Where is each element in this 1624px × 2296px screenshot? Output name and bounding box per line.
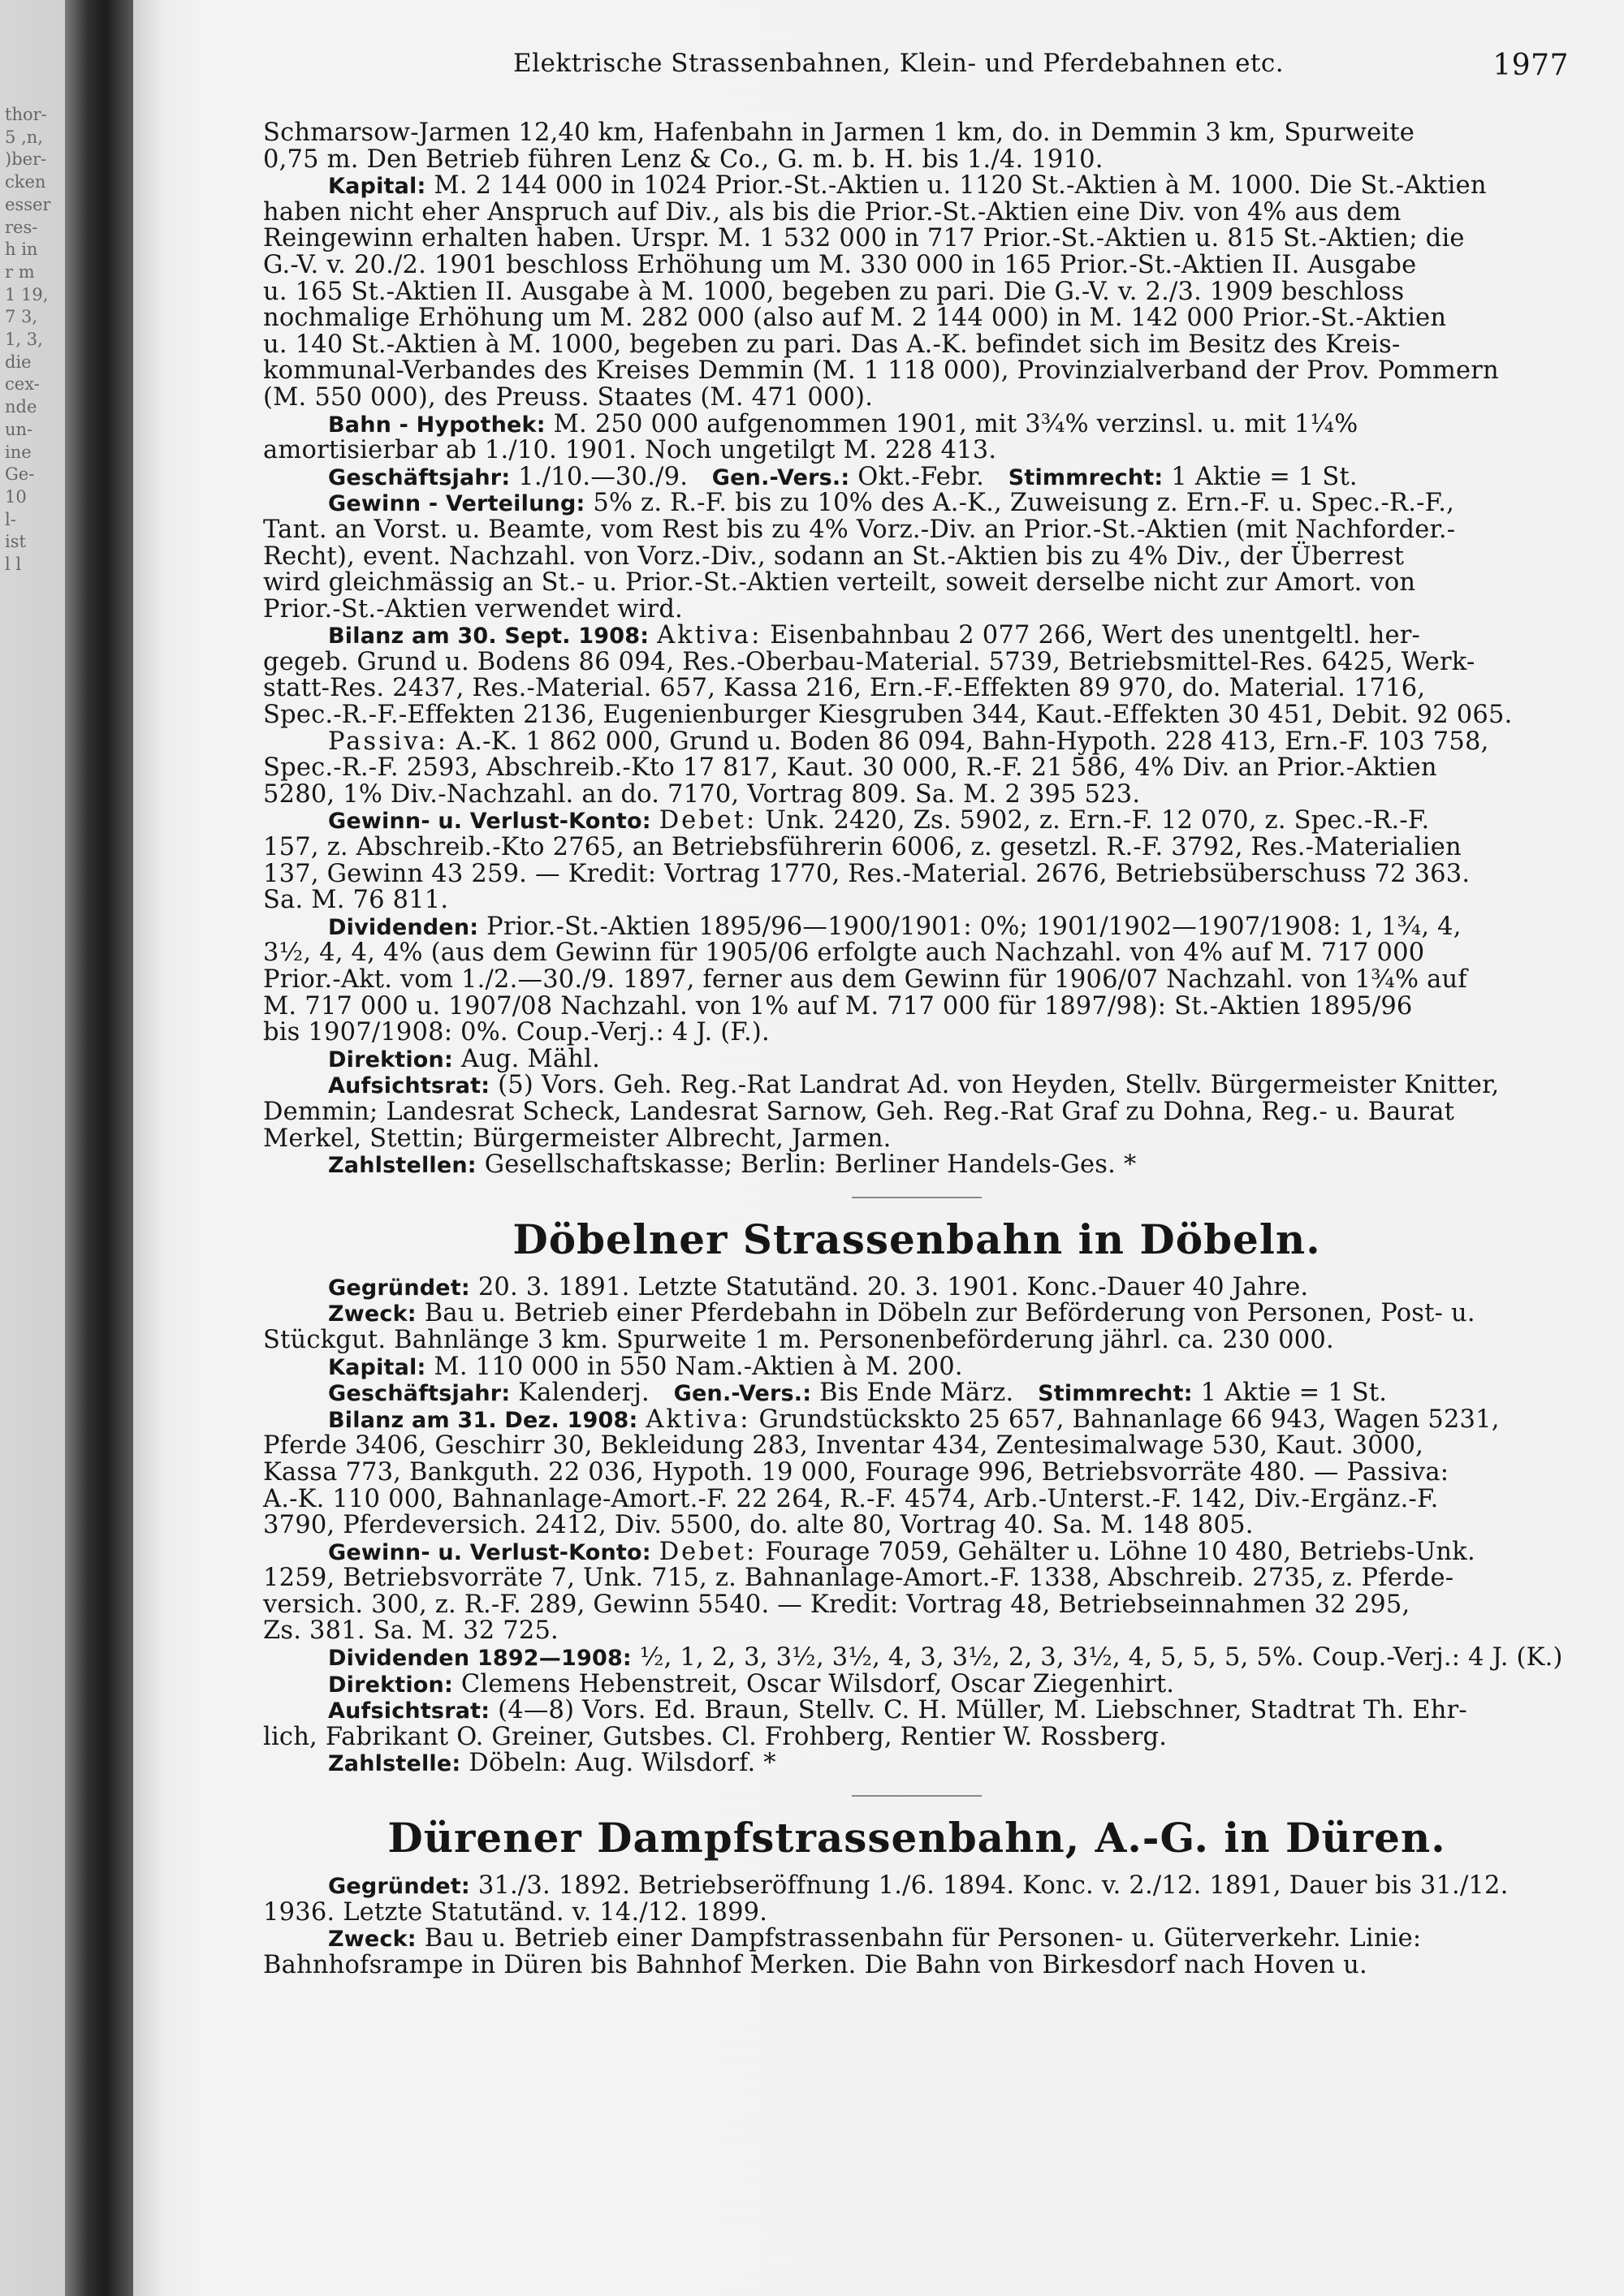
text-line: versich. 300, z. R.-F. 289, Gewinn 5540. — Kredit: Vortrag 48, Betriebseinnahmen 32 295, — [263, 1590, 1410, 1619]
field-label: Gegründet: — [328, 1874, 470, 1900]
field-value: Prior.-St.-Aktien 1895/96—1900/1901: 0%; 1901/1902—1907/1908: 1, 1¾, 4, — [486, 912, 1462, 941]
page-body — [263, 120, 1570, 1979]
field-value: M. 110 000 in 550 Nam.-Aktien à M. 200. — [434, 1352, 963, 1381]
aktiva-word: Aktiva: — [646, 1405, 751, 1434]
zahlstellen-entry — [263, 1152, 1570, 1179]
text-line: M. 717 000 u. 1907/08 Nachzahl. von 1% auf M. 717 000 für 1897/98): St.-Aktien 1895/96 — [263, 991, 1413, 1021]
field-value: Clemens Hebenstreit, Oscar Wilsdorf, Oscar Ziegenhirt. — [460, 1669, 1175, 1698]
text-line: Pferde 3406, Geschirr 30, Bekleidung 283, Inventar 434, Zentesimalwage 530, Kaut. 3000, — [263, 1431, 1423, 1461]
kapital-entry — [263, 1354, 1570, 1381]
text-line: statt-Res. 2437, Res.-Material. 657, Kassa 216, Ern.-F.-Effekten 89 970, do. Material. 1716, — [263, 674, 1426, 703]
debet-word: Debet: — [659, 1537, 758, 1566]
field-label: Dividenden: — [328, 914, 479, 940]
zweck-entry — [263, 1301, 1570, 1327]
field-value: Fourage 7059, Gehälter u. Löhne 10 480, Betriebs-Unk. — [765, 1537, 1475, 1566]
text-line: Tant. an Vorst. u. Beamte, vom Rest bis zu 4% Vorz.-Div. an Prior.-St.-Aktien (mit Nachforder.- — [263, 515, 1456, 544]
field-label: Gewinn - Verteilung: — [328, 491, 585, 517]
running-head-title: Elektrische Strassenbahnen, Klein- und Pferdebahnen etc. — [513, 49, 1285, 78]
text-line: Spec.-R.-F. 2593, Abschreib.-Kto 17 817, Kaut. 30 000, R.-F. 21 586, 4% Div. an Prior.-Aktien — [263, 753, 1437, 783]
zweck-entry — [263, 1926, 1570, 1953]
field-value: 31./3. 1892. Betriebseröffnung 1./6. 1894. Konc. v. 2./12. 1891, Dauer bis 31./12. — [477, 1871, 1509, 1901]
company-entry-doebeln — [263, 1213, 1570, 1777]
company-title: Döbelner Strassenbahn in Döbeln. — [512, 1215, 1321, 1263]
gewinn-verlust-entry — [263, 1539, 1570, 1566]
text-line: u. 165 St.-Aktien II. Ausgabe à M. 1000, begeben zu pari. Die G.-V. v. 2./3. 1909 beschloss — [263, 277, 1405, 306]
text-line: Zs. 381. Sa. M. 32 725. — [263, 1616, 559, 1646]
text-line: 0,75 m. Den Betrieb führen Lenz & Co., G. m. b. H. bis 1./4. 1910. — [263, 145, 1104, 174]
section-continued-entry — [263, 120, 1570, 1179]
field-value: (5) Vors. Geh. Reg.-Rat Landrat Ad. von Heyden, Stellv. Bürgermeister Knitter, — [498, 1071, 1500, 1100]
text-line: nochmalige Erhöhung um M. 282 000 (also auf M. 2 144 000) in M. 142 000 Prior.-St.-Aktien — [263, 304, 1447, 333]
dividenden-entry — [263, 1645, 1570, 1672]
kapital-entry — [263, 173, 1570, 200]
text-line: (M. 550 000), des Preuss. Staates (M. 471 000). — [263, 382, 874, 412]
text-line: haben nicht eher Anspruch auf Div., als bis die Prior.-St.-Aktien eine Div. von 4% aus dem — [263, 197, 1402, 227]
text-line: gegeb. Grund u. Bodens 86 094, Res.-Oberbau-Material. 5739, Betriebsmittel-Res. 6425, Werk- — [263, 647, 1475, 676]
text-line: 1936. Letzte Statutänd. v. 14./12. 1899. — [263, 1897, 768, 1927]
field-label: Geschäftsjahr: — [328, 464, 511, 490]
field-label: Dividenden 1892—1908: — [328, 1646, 632, 1672]
field-value: Bau u. Betrieb einer Pferdebahn in Döbeln zur Beförderung von Personen, Post- u. — [424, 1299, 1475, 1328]
book-page — [133, 0, 1624, 2296]
field-label: Geschäftsjahr: — [328, 1381, 511, 1407]
gegruendet-entry — [263, 1272, 1570, 1301]
text-line: Recht), event. Nachzahl. von Vorz.-Div., sodann an St.-Aktien bis zu 4% Div., der Überrest — [263, 542, 1405, 571]
page-number: 1977 — [1492, 49, 1569, 82]
field-value: Aug. Mähl. — [460, 1044, 600, 1073]
field-label: Stimmrecht: — [1038, 1381, 1193, 1407]
passiva-word: Passiva: — [328, 727, 449, 756]
field-label: Zweck: — [328, 1301, 417, 1327]
facing-page-fragments: thor- 5 ‚n, )ber- cken esser res- h in r m 1 19, 7 3, 1, 3, die cex- nde un- ine Ge- 10 l- ist l l — [5, 105, 51, 575]
section-divider — [852, 1197, 982, 1198]
debet-word: Debet: — [659, 806, 758, 835]
text-line: G.-V. v. 20./2. 1901 beschloss Erhöhung um M. 330 000 in 165 Prior.-St.-Aktien II. Ausgabe — [263, 250, 1417, 279]
field-value: (4—8) Vors. Ed. Braun, Stellv. C. H. Müller, M. Liebschner, Stadtrat Th. Ehr- — [498, 1696, 1467, 1725]
field-value: Unk. 2420, Zs. 5902, z. Ern.-F. 12 070, z. Spec.-R.-F. — [765, 806, 1430, 835]
zahlstelle-entry — [263, 1750, 1570, 1777]
text-line: Prior.-St.-Aktien verwendet wird. — [263, 594, 683, 624]
field-value: 1 Aktie = 1 St. — [1171, 462, 1358, 491]
text-line: 1259, Betriebsvorräte 7, Unk. 715, z. Bahnanlage-Amort.-F. 1338, Abschreib. 2735, z. Pferde- — [263, 1564, 1454, 1593]
geschaeftsjahr-entry — [263, 1380, 1570, 1407]
field-label: Zweck: — [328, 1927, 417, 1953]
hypothek-entry — [263, 409, 1570, 438]
text-line: Kassa 773, Bankguth. 22 036, Hypoth. 19 000, Fourage 996, Betriebsvorräte 480. — Passiva: — [263, 1457, 1449, 1487]
bilanz-entry — [263, 1407, 1570, 1434]
direktion-entry — [263, 1669, 1570, 1698]
field-label: Bilanz am 30. Sept. 1908: — [328, 624, 650, 650]
field-label: Kapital: — [328, 1354, 426, 1380]
dividenden-entry — [263, 914, 1570, 941]
field-label: Kapital: — [328, 174, 426, 200]
text-line: A.-K. 110 000, Bahnanlage-Amort.-F. 22 264, R.-F. 4574, Arb.-Unterst.-F. 142, Div.-Ergänz.-F. — [263, 1484, 1439, 1513]
text-line: 5280, 1% Div.-Nachzahl. an do. 7170, Vortrag 809. Sa. M. 2 395 523. — [263, 779, 1141, 809]
text-line: Bahnhofsrampe in Düren bis Bahnhof Merken. Die Bahn von Birkesdorf nach Hoven u. — [263, 1950, 1367, 1979]
text-line: Reingewinn erhalten haben. Urspr. M. 1 532 000 in 717 Prior.-St.-Aktien u. 815 St.-Aktien; die — [263, 224, 1465, 253]
field-label: Gen.-Vers.: — [711, 464, 850, 490]
field-label: Bilanz am 31. Dez. 1908: — [328, 1407, 638, 1433]
field-value: Döbeln: Aug. Wilsdorf. * — [469, 1749, 776, 1778]
field-value: Okt.-Febr. — [857, 462, 985, 491]
field-label: Zahlstellen: — [328, 1153, 477, 1179]
text-line: Demmin; Landesrat Scheck, Landesrat Sarnow, Geh. Reg.-Rat Graf zu Dohna, Reg.- u. Baurat — [263, 1097, 1455, 1126]
text-line: u. 140 St.-Aktien à M. 1000, begeben zu pari. Das A.-K. befindet sich im Besitz des Kreis- — [263, 330, 1401, 359]
gewinn-verteilung-entry — [263, 490, 1570, 517]
company-title: Dürener Dampfstrassenbahn, A.-G. in Düren. — [387, 1814, 1446, 1862]
field-label: Stimmrecht: — [1008, 464, 1164, 490]
field-value: A.-K. 1 862 000, Grund u. Boden 86 094, Bahn-Hypoth. 228 413, Ern.-F. 103 758, — [456, 727, 1489, 756]
gegruendet-entry — [263, 1873, 1570, 1900]
text-line: 3½, 4, 4, 4% (aus dem Gewinn für 1905/06 erfolgte auch Nachzahl. von 4% auf M. 717 000 — [263, 939, 1425, 968]
aufsichtsrat-entry — [263, 1698, 1570, 1724]
direktion-entry — [263, 1044, 1570, 1073]
field-label: Aufsichtsrat: — [328, 1073, 490, 1099]
passiva-entry — [263, 729, 1570, 756]
field-label: Bahn - Hypothek: — [328, 412, 546, 438]
bilanz-entry — [263, 623, 1570, 650]
field-label: Direktion: — [328, 1047, 453, 1072]
text-line: bis 1907/1908: 0%. Coup.-Verj.: 4 J. (F.). — [263, 1018, 770, 1047]
text-line: 157, z. Abschreib.-Kto 2765, an Betriebsführerin 6006, z. gesetzl. R.-F. 3792, Res.-Materialien — [263, 833, 1462, 862]
text-line: Spec.-R.-F.-Effekten 2136, Eugenienburger Kiesgruben 344, Kaut.-Effekten 30 451, Debit. 92 065. — [263, 701, 1513, 730]
field-value: 1./10.—30./9. — [518, 462, 689, 491]
company-entry-dueren — [263, 1811, 1570, 1979]
field-label: Gen.-Vers.: — [673, 1381, 812, 1407]
field-value: Kalenderj. — [518, 1379, 650, 1408]
gewinn-verlust-entry — [263, 808, 1570, 835]
text-line: amortisierbar ab 1./10. 1901. Noch ungetilgt M. 228 413. — [263, 436, 997, 465]
text-line: kommunal-Verbandes des Kreises Demmin (M. 1 118 000), Provinzialverband der Prov. Pommern — [263, 356, 1499, 386]
text-line: Sa. M. 76 811. — [263, 886, 449, 915]
aktiva-word: Aktiva: — [657, 621, 762, 650]
text-line: 3790, Pferdeversich. 2412, Div. 5500, do. alte 80, Vortrag 40. Sa. M. 148 805. — [263, 1511, 1254, 1540]
text-line: 137, Gewinn 43 259. — Kredit: Vortrag 1770, Res.-Material. 2676, Betriebsüberschuss 72 363. — [263, 859, 1471, 888]
field-value: M. 250 000 aufgenommen 1901, mit 3¾% verzinsl. u. mit 1¼% — [553, 409, 1358, 438]
field-value: Bis Ende März. — [819, 1379, 1014, 1408]
field-label: Zahlstelle: — [328, 1751, 461, 1777]
geschaeftsjahr-entry — [263, 464, 1570, 491]
field-value: Bau u. Betrieb einer Dampfstrassenbahn für Personen- u. Güterverkehr. Linie: — [424, 1924, 1422, 1953]
text-line: Merkel, Stettin; Bürgermeister Albrecht, Jarmen. — [263, 1124, 892, 1153]
field-value: Eisenbahnbau 2 077 266, Wert des unentgeltl. her- — [770, 621, 1420, 650]
field-value: Grundstückskto 25 657, Bahnanlage 66 943, Wagen 5231, — [758, 1405, 1500, 1434]
field-label: Aufsichtsrat: — [328, 1698, 490, 1724]
text-line: Schmarsow-Jarmen 12,40 km, Hafenbahn in Jarmen 1 km, do. in Demmin 3 km, Spurweite — [263, 119, 1415, 147]
aufsichtsrat-entry — [263, 1072, 1570, 1099]
field-value: 1 Aktie = 1 St. — [1200, 1379, 1388, 1408]
field-label: Gewinn- u. Verlust-Konto: — [328, 809, 651, 835]
field-label: Direktion: — [328, 1672, 453, 1698]
field-value: Gesellschaftskasse; Berlin: Berliner Handels-Ges. * — [484, 1150, 1137, 1180]
field-value: 5% z. R.-F. bis zu 10% des A.-K., Zuweisung z. Ern.-F. u. Spec.-R.-F., — [593, 489, 1455, 518]
text-line: Prior.-Akt. vom 1./2.—30./9. 1897, ferner aus dem Gewinn für 1906/07 Nachzahl. von 1¾% auf — [263, 965, 1467, 994]
field-label: Gewinn- u. Verlust-Konto: — [328, 1539, 651, 1565]
text-line: Stückgut. Bahnlänge 3 km. Spurweite 1 m. Personenbeförderung jährl. ca. 230 000. — [263, 1325, 1334, 1354]
section-divider — [852, 1795, 982, 1797]
field-value: M. 2 144 000 in 1024 Prior.-St.-Aktien u. 1120 St.-Aktien à M. 1000. Die St.-Aktien — [434, 171, 1487, 201]
text-line: wird gleichmässig an St.- u. Prior.-St.-Aktien verteilt, soweit derselbe nicht zur Amort. von — [263, 568, 1416, 598]
text-line: lich, Fabrikant O. Greiner, Gutsbes. Cl. Frohberg, Rentier W. Rossberg. — [263, 1722, 1168, 1751]
field-label: Gegründet: — [328, 1275, 470, 1301]
field-value: 20. 3. 1891. Letzte Statutänd. 20. 3. 1901. Konc.-Dauer 40 Jahre. — [477, 1272, 1309, 1301]
book-spine — [65, 0, 133, 2296]
field-value: ½, 1, 2, 3, 3½, 3½, 4, 3, 3½, 2, 3, 3½, 4, 5, 5, 5, 5%. Coup.-Verj.: 4 J. (K.) — [639, 1643, 1563, 1672]
